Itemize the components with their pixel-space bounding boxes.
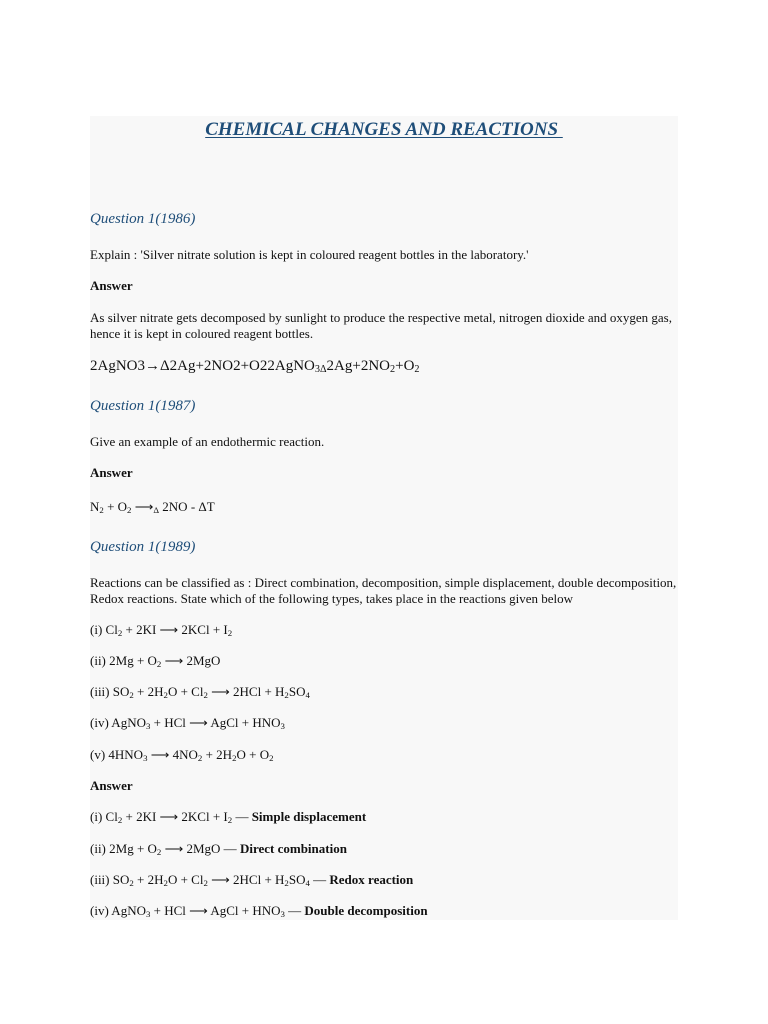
subscript: 3 — [280, 908, 285, 919]
document-page — [90, 116, 678, 920]
text-fragment: + 2KI ⟶ 2KCl + I — [122, 622, 228, 637]
reaction-line — [90, 684, 678, 700]
answer-label-1987: Answer — [90, 465, 133, 480]
text-fragment: + 2H — [202, 747, 233, 762]
text-fragment: — — [232, 809, 252, 824]
text-fragment: + HCl ⟶ AgCl + HNO — [150, 903, 281, 918]
question-heading-1989: Question 1(1989) — [90, 539, 196, 555]
reaction-type: Direct combination — [239, 841, 347, 856]
subscript: 2 — [203, 689, 208, 700]
text-fragment: — — [309, 872, 330, 887]
subscript: 2 — [284, 689, 289, 700]
answer-label-1986: Answer — [90, 278, 133, 293]
subscript: 2 — [163, 877, 168, 888]
question-text-1989: Reactions can be classified as : Direct combination, decomposition, simple displacement, double decomposition, Redox reactions. State which of the following types, takes place in the reactions given below — [90, 575, 677, 606]
text-fragment: SO — [288, 872, 306, 887]
subscript: 3 — [280, 720, 285, 731]
answer-text-1986: As silver nitrate gets decomposed by sunlight to produce the respective metal, nitrogen dioxide and oxygen gas, hence it is kept in coloured reagent bottles. — [90, 310, 672, 341]
subscript: 2 — [227, 627, 233, 638]
text-fragment: (v) 4HNO — [90, 747, 144, 762]
text-fragment: + HCl ⟶ AgCl + HNO — [150, 715, 281, 730]
text-fragment: O + Cl — [167, 684, 204, 699]
answer-equation-1987 — [90, 499, 678, 515]
text-fragment: + O — [103, 499, 128, 514]
subscript: 2 — [414, 364, 420, 376]
subscript: 2 — [203, 877, 208, 888]
subscript: 3 — [143, 752, 148, 763]
text-fragment: + 2H — [133, 684, 164, 699]
subscript: 2 — [284, 877, 289, 888]
text-fragment: SO — [288, 684, 306, 699]
question-heading-1987: Question 1(1987) — [90, 398, 196, 414]
text-fragment: N — [90, 499, 100, 514]
text-fragment: ⟶ 2MgO — [161, 653, 221, 668]
question-text-1986: Explain : 'Silver nitrate solution is kept in coloured reagent bottles in the laboratory.' — [90, 247, 529, 262]
subscript: 2 — [99, 504, 104, 515]
subscript: 2 — [269, 752, 274, 763]
text-fragment: 2AgNO3→Δ2Ag+2NO2+O22AgNO — [90, 358, 315, 374]
subscript: 3 — [314, 364, 320, 376]
subscript: 2 — [117, 627, 123, 638]
answer-label-1989: Answer — [90, 778, 133, 793]
text-fragment: 2NO - ΔT — [159, 499, 215, 514]
text-fragment: ⟶ 2HCl + H — [207, 684, 285, 699]
subscript: 2 — [163, 689, 168, 700]
text-fragment: ⟶ 2MgO — — [161, 841, 240, 856]
reaction-line — [90, 622, 678, 638]
subscript: 4 — [305, 689, 310, 700]
subscript: 2 — [156, 658, 162, 669]
subscript: 2 — [117, 814, 123, 825]
reaction-line — [90, 715, 678, 731]
text-fragment: (iii) SO — [90, 684, 130, 699]
answer-line — [90, 809, 678, 825]
text-fragment: — — [284, 903, 305, 918]
text-fragment: (iv) AgNO — [90, 715, 146, 730]
subscript: 2 — [197, 752, 203, 763]
question-heading-1986: Question 1(1986) — [90, 211, 196, 227]
subscript: 2 — [232, 752, 237, 763]
subscript: 2 — [390, 364, 396, 376]
text-fragment: 2Ag+2NO — [326, 358, 391, 374]
reaction-type: Redox reaction — [329, 872, 414, 887]
reaction-type: Double decomposition — [304, 903, 428, 918]
subscript: 2 — [129, 689, 134, 700]
subscript: 2 — [227, 814, 233, 825]
subscript: 4 — [305, 877, 310, 888]
text-fragment: (ii) 2Mg + O — [90, 841, 157, 856]
subscript: 2 — [129, 877, 134, 888]
answer-line — [90, 903, 678, 919]
answer-line — [90, 841, 678, 857]
text-fragment: (i) Cl — [90, 622, 118, 637]
text-fragment: ⟶ 4NO — [147, 747, 198, 762]
text-fragment: O + Cl — [167, 872, 204, 887]
answer-equation-1986 — [90, 357, 678, 375]
subscript: 2 — [156, 846, 162, 857]
answer-line — [90, 872, 678, 888]
subscript: 3 — [145, 720, 151, 731]
subscript: Δ — [319, 364, 327, 376]
text-fragment: (iv) AgNO — [90, 903, 146, 918]
reaction-line — [90, 747, 678, 763]
document-title: CHEMICAL CHANGES AND REACTIONS — [205, 119, 563, 140]
question-text-1987: Give an example of an endothermic reaction. — [90, 434, 325, 449]
reaction-type: Simple displacement — [251, 809, 367, 824]
subscript: 2 — [127, 504, 132, 515]
text-fragment: + 2KI ⟶ 2KCl + I — [122, 809, 228, 824]
text-fragment: ⟶ — [131, 499, 154, 514]
text-fragment: (iii) SO — [90, 872, 130, 887]
subscript: Δ — [153, 504, 160, 515]
subscript: 3 — [145, 908, 151, 919]
text-fragment: ⟶ 2HCl + H — [207, 872, 285, 887]
text-fragment: (ii) 2Mg + O — [90, 653, 157, 668]
reaction-line — [90, 653, 678, 669]
text-fragment: + 2H — [133, 872, 164, 887]
text-fragment: (i) Cl — [90, 809, 118, 824]
text-fragment: O + O — [236, 747, 270, 762]
text-fragment: +O — [395, 358, 415, 374]
